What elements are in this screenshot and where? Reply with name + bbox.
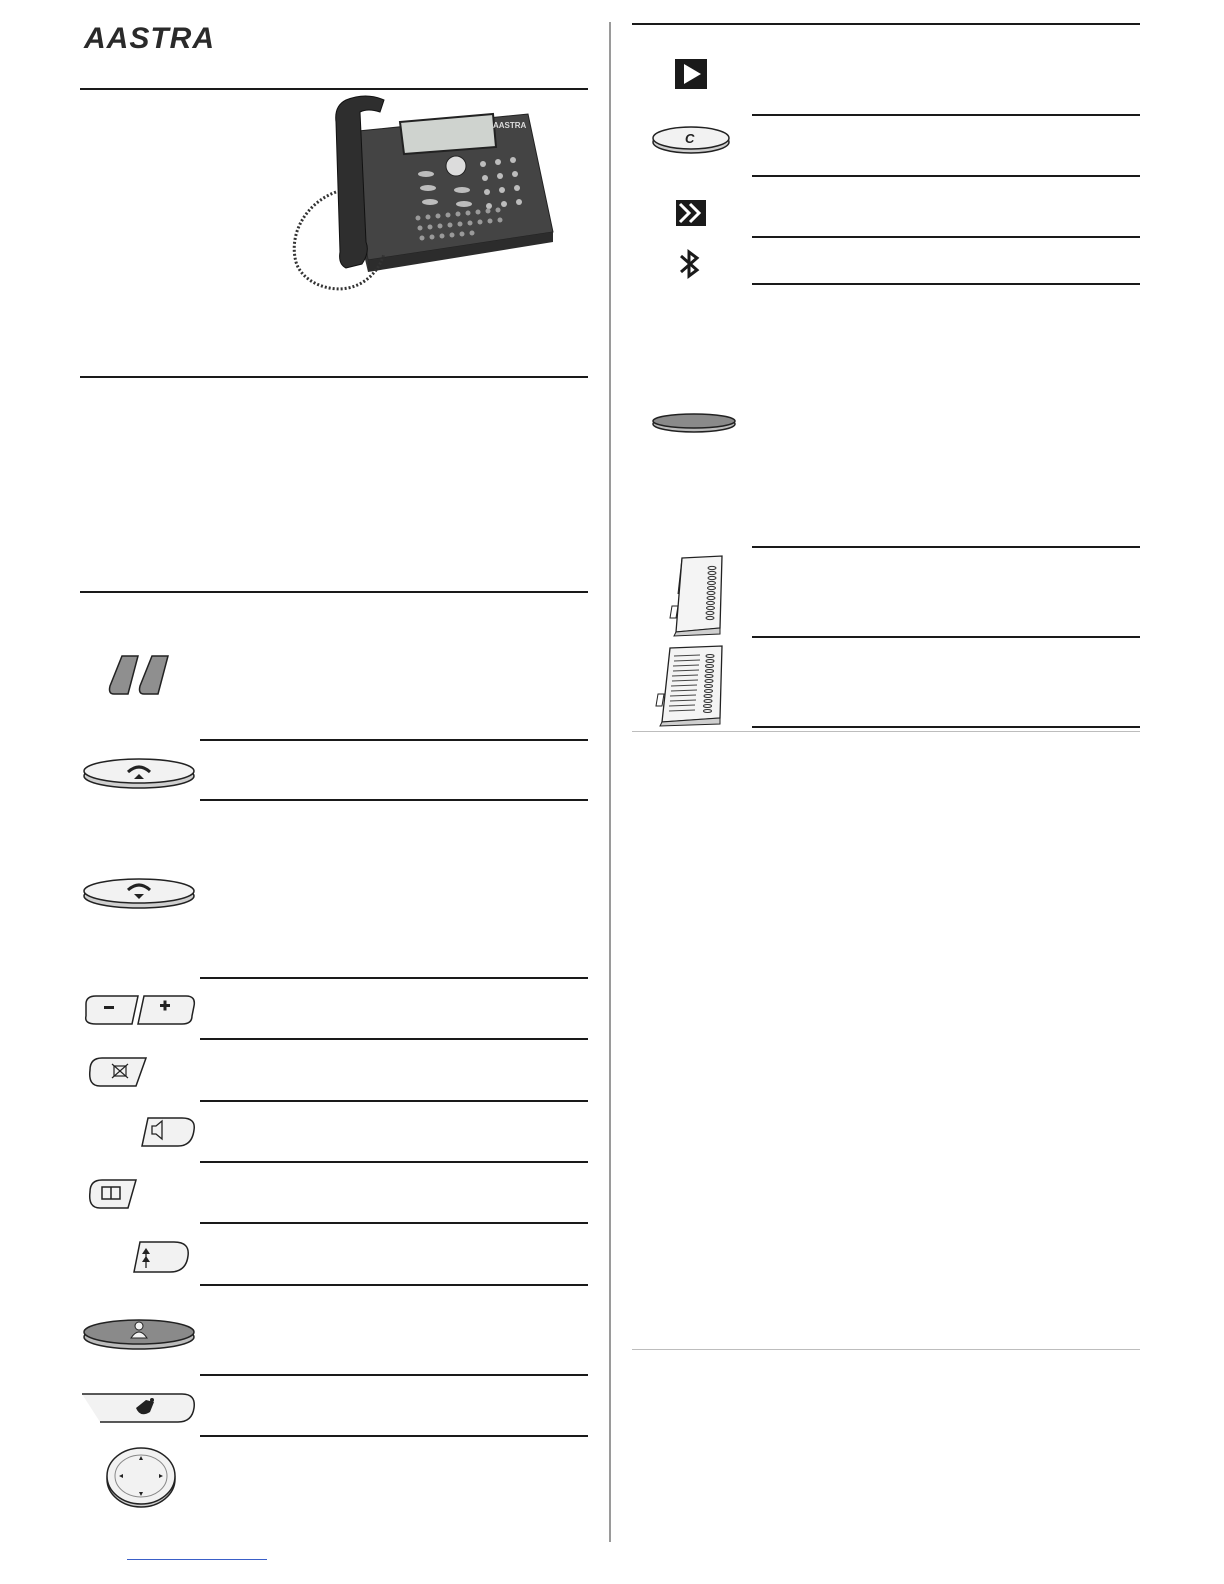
brand-logo: AASTRA [84, 22, 215, 55]
expansion-module-2-icon [656, 644, 726, 728]
section-rule [200, 1374, 588, 1376]
section-rule [200, 1161, 588, 1163]
mute-key-icon[interactable] [84, 1056, 150, 1090]
column-divider [609, 22, 611, 1542]
forward-arrows-icon [676, 200, 706, 226]
section-rule [200, 1038, 588, 1040]
expansion-module-1-icon [668, 554, 728, 638]
section-rule [200, 1100, 588, 1102]
personal-key-icon[interactable] [82, 1318, 196, 1352]
play-arrow-icon [675, 59, 707, 89]
volume-minus-plus-keys-icon[interactable] [82, 994, 196, 1028]
redial-key-icon[interactable] [130, 1240, 192, 1276]
section-rule [752, 175, 1140, 177]
section-rule [80, 591, 588, 593]
section-rule-light [632, 731, 1140, 732]
section-rule [752, 283, 1140, 285]
section-rule [80, 376, 588, 378]
svg-text:AASTRA: AASTRA [493, 121, 527, 130]
hook-off-key-icon[interactable] [82, 756, 196, 790]
section-rule [200, 1222, 588, 1224]
section-rule [200, 1435, 588, 1437]
section-rule-top [80, 88, 588, 90]
section-rule [752, 546, 1140, 548]
phone-image [288, 92, 558, 302]
hook-on-key-icon[interactable] [82, 876, 196, 910]
phonebook-key-icon[interactable] [84, 1178, 140, 1212]
section-rule [752, 636, 1140, 638]
navigator-key-icon[interactable] [104, 1446, 178, 1508]
section-rule [752, 726, 1140, 728]
quote-marks-icon [108, 654, 170, 696]
section-rule [200, 977, 588, 979]
section-rule [752, 236, 1140, 238]
message-key-icon[interactable] [82, 1390, 198, 1426]
section-rule [200, 1284, 588, 1286]
section-rule-light [632, 1349, 1140, 1350]
section-rule [200, 739, 588, 741]
section-rule [200, 799, 588, 801]
footer-link-underline[interactable] [127, 1559, 267, 1560]
speaker-key-icon[interactable] [138, 1116, 198, 1150]
section-rule-top [632, 23, 1140, 25]
c-key-icon[interactable] [651, 124, 733, 156]
svg-text:C: C [685, 131, 695, 146]
section-rule [752, 114, 1140, 116]
blank-soft-key-icon[interactable] [651, 412, 737, 434]
bluetooth-icon [678, 250, 702, 278]
